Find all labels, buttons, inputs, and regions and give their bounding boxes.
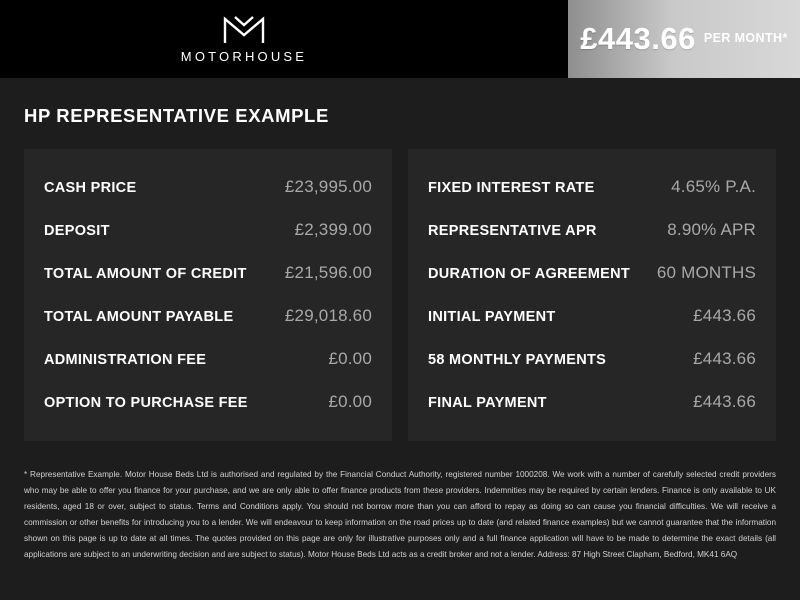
row-label: FIXED INTEREST RATE	[428, 179, 595, 196]
row-label: TOTAL AMOUNT PAYABLE	[44, 308, 234, 325]
table-row	[44, 251, 372, 294]
table-row	[428, 337, 756, 380]
row-value: £443.66	[693, 305, 756, 325]
row-label: REPRESENTATIVE APR	[428, 222, 597, 239]
row-value: £443.66	[693, 348, 756, 368]
table-row	[428, 165, 756, 208]
row-value: 4.65% P.A.	[671, 176, 756, 196]
row-value: 8.90% APR	[667, 219, 756, 239]
row-label: INITIAL PAYMENT	[428, 308, 556, 325]
monthly-price-suffix: PER MONTH*	[703, 31, 788, 45]
table-row	[428, 251, 756, 294]
row-label: ADMINISTRATION FEE	[44, 351, 207, 368]
row-value: £29,018.60	[284, 305, 372, 325]
row-value: £23,995.00	[284, 176, 372, 196]
table-row	[44, 337, 372, 380]
monthly-price-panel	[568, 0, 800, 78]
row-label: TOTAL AMOUNT OF CREDIT	[44, 265, 247, 282]
row-label: DURATION OF AGREEMENT	[428, 265, 631, 282]
table-row	[44, 380, 372, 423]
table-row	[428, 294, 756, 337]
table-row	[44, 208, 372, 251]
table-row	[428, 208, 756, 251]
row-label: FINAL PAYMENT	[428, 394, 547, 411]
page-header	[0, 0, 800, 78]
row-label: OPTION TO PURCHASE FEE	[44, 394, 248, 411]
costs-panel	[24, 149, 392, 441]
table-row	[44, 165, 372, 208]
table-row	[44, 294, 372, 337]
disclaimer-text: * Representative Example. Motor House Beds Ltd is authorised and regulated by the Financial Conduct Authority, registered number 1000208. We work with a number of carefully selected credit providers who may be able to offer you finance for your purchase, and we are only able to offer finance products from these providers. Indemnities may be required by certain lenders. Finance is only available to UK residents, aged 18 or over, subject to status. Terms and Conditions apply. You should not borrow more than you can afford to repay as doing so can cause you financial difficulties. We will receive a commission or other benefits for introducing you to a lender. We will endeavour to keep information on the road prices up to date (and related finance examples) but we cannot guarantee that the information shown on this page is up to date at all times. The quotes provided on this page are only for illustrative purposes only and a full finance application will have to be made to determine the exact details (all applications are subject to an underwriting decision and are subject to status). Motor House Beds Ltd acts as a credit broker and not a lender. Address: 87 High Street Clapham, Bedford, MK41 6AQ	[24, 470, 776, 559]
monthly-price-value: £443.66	[580, 21, 696, 56]
row-value: 60 MONTHS	[656, 262, 756, 282]
row-value: £443.66	[693, 391, 756, 411]
row-label: 58 MONTHLY PAYMENTS	[428, 351, 607, 368]
row-label: CASH PRICE	[44, 179, 137, 196]
row-value: £0.00	[328, 348, 372, 368]
motorhouse-m-logo-icon	[223, 15, 265, 45]
page-title: HP REPRESENTATIVE EXAMPLE	[24, 105, 329, 126]
row-value: £21,596.00	[284, 262, 372, 282]
brand-name: MOTORHOUSE	[180, 48, 308, 64]
table-row	[428, 380, 756, 423]
brand-block	[0, 0, 568, 78]
row-value: £0.00	[328, 391, 372, 411]
terms-panel	[408, 149, 776, 441]
row-label: DEPOSIT	[44, 222, 110, 239]
finance-panels	[24, 149, 776, 441]
row-value: £2,399.00	[294, 219, 372, 239]
